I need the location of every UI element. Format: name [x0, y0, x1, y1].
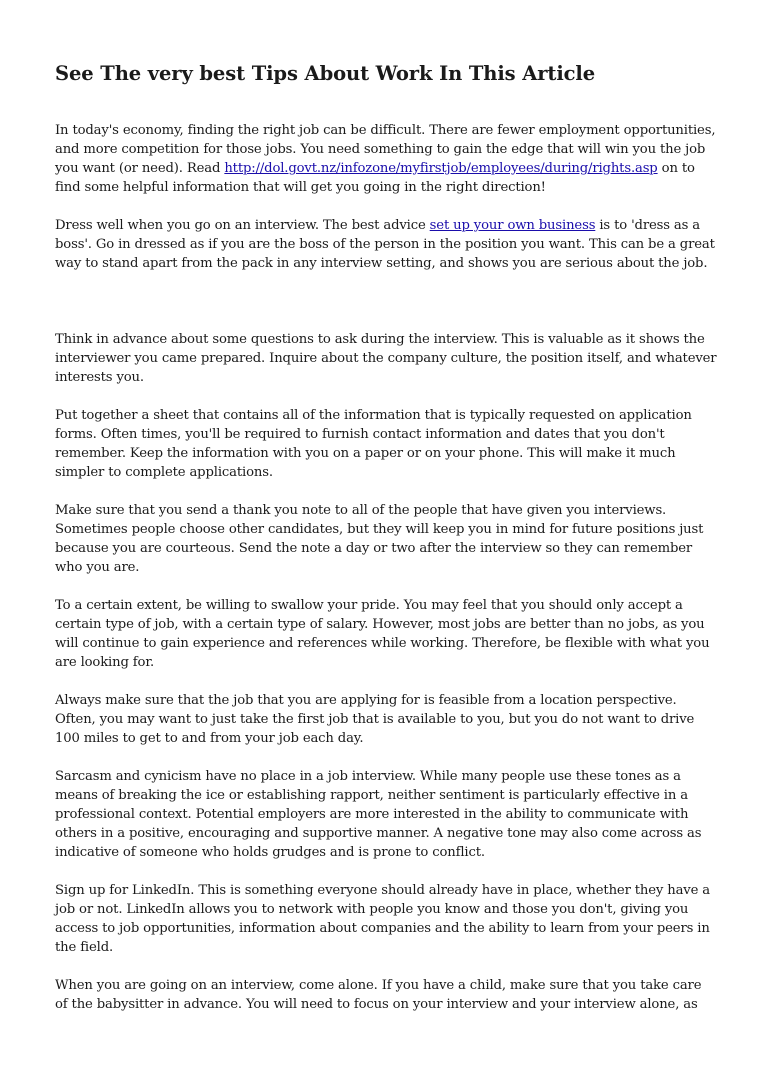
- paragraph-dress-text-after: is to 'dress as a boss'. Go in dressed as if you are the boss of the person in the position you want. This can be a great way to stand apart from the pack in any interview setting, and shows you are serious about the job.: [55, 218, 715, 271]
- paragraph-intro-text-after: on to find some helpful information that will get you going in the right direction!: [55, 161, 695, 195]
- paragraph-location: Always make sure that the job that you are applying for is feasible from a location perspective. Often, you may want to just take the first job that is available to you, but you do not want to drive 100 miles to get to and from your job each day.: [55, 693, 695, 746]
- article-body: [55, 121, 717, 1014]
- article-title: See The very best Tips About Work In This Article: [55, 62, 596, 85]
- paragraph-pride: To a certain extent, be willing to swallow your pride. You may feel that you should only accept a certain type of job, with a certain type of salary. However, most jobs are better than no jobs, as you will continue to gain experience and references while working. Therefore, be flexible with what you are looking for.: [55, 598, 710, 670]
- paragraph-dress-text-before: Dress well when you go on an interview. The best advice: [55, 218, 430, 233]
- paragraph-info-sheet: Put together a sheet that contains all of the information that is typically requested on application forms. Often times, you'll be required to furnish contact information and dates that you don't remember. Keep the information with you on a paper or on your phone. This will make it much simpler to complete applications.: [55, 408, 692, 480]
- business-link[interactable]: set up your own business: [429, 218, 596, 233]
- dol-rights-link[interactable]: http://dol.govt.nz/infozone/myfirstjob/employees/during/rights.asp: [224, 161, 658, 176]
- paragraph-linkedin: Sign up for LinkedIn. This is something everyone should already have in place, whether they have a job or not. LinkedIn allows you to network with people you know and those you don't, giving you access to job opportunities, information about companies and the ability to learn from your peers in the field.: [55, 883, 711, 955]
- paragraph-questions: Think in advance about some questions to ask during the interview. This is valuable as it shows the interviewer you came prepared. Inquire about the company culture, the position itself, and whatever interests you.: [55, 332, 717, 385]
- paragraph-sarcasm: Sarcasm and cynicism have no place in a job interview. While many people use these tones as a means of breaking the ice or establishing rapport, neither sentiment is particularly effective in a professional context. Potential employers are more interested in the ability to communicate with others in a positive, encouraging and supportive manner. A negative tone may also come across as indicative of someone who holds grudges and is prone to conflict.: [55, 769, 702, 860]
- paragraph-thank-you: Make sure that you send a thank you note to all of the people that have given you interviews. Sometimes people choose other candidates, but they will keep you in mind for future positions just because you are courteous. Send the note a day or two after the interview so they can remember who you are.: [55, 503, 704, 575]
- paragraph-dress-well: [55, 216, 717, 273]
- paragraph-come-alone: When you are going on an interview, come alone. If you have a child, make sure that you take care of the babysitter in advance. You will need to focus on your interview and your interview alone, as: [55, 978, 702, 1012]
- paragraph-intro-text-before: In today's economy, finding the right job can be difficult. There are fewer employment opportunities, and more competition for those jobs. You need something to gain the edge that will win you the job you want (or need). Read: [55, 123, 716, 176]
- document-page: [55, 60, 717, 1033]
- paragraph-intro: [55, 121, 717, 197]
